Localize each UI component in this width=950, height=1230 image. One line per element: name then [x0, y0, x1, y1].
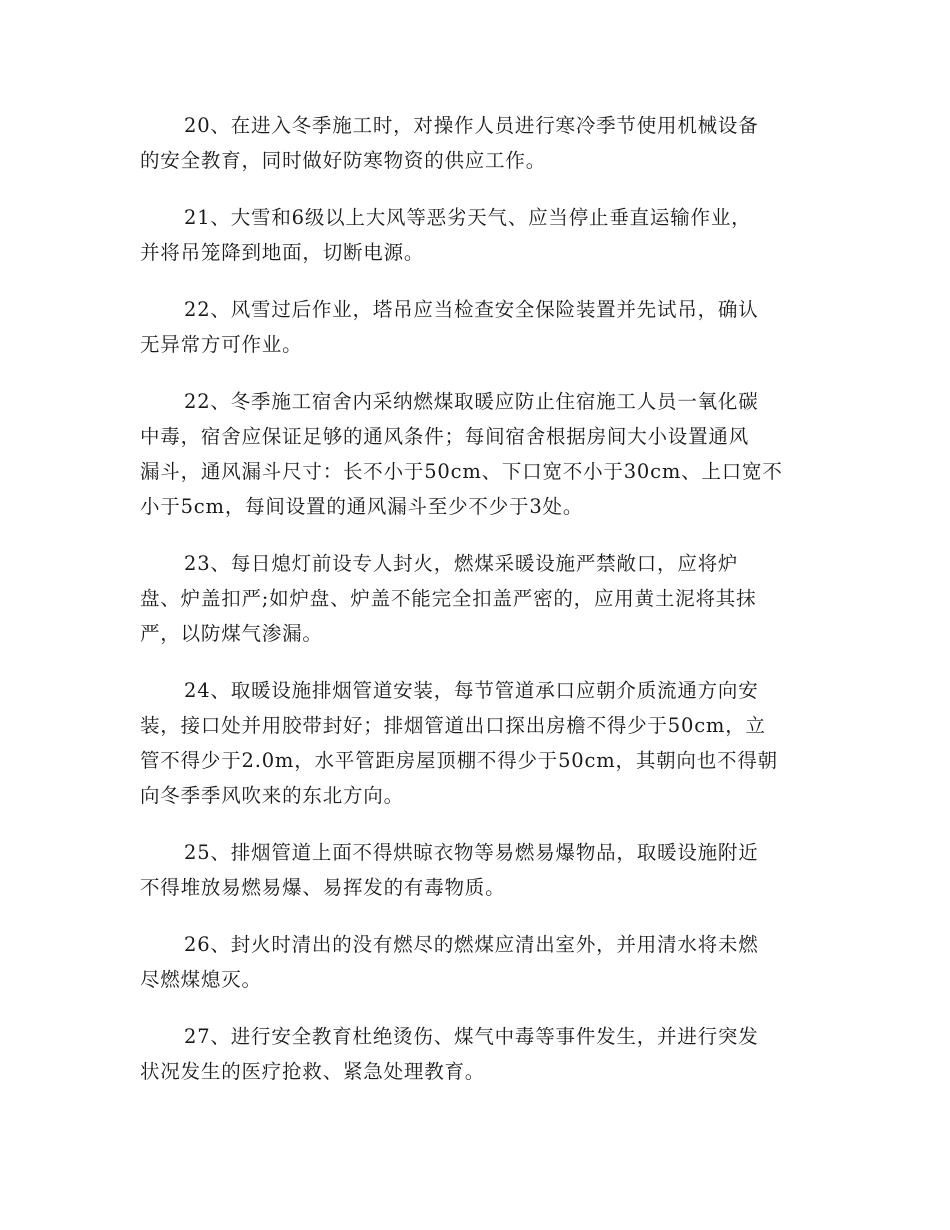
- paragraph-line: 漏斗，通风漏斗尺寸：长不小于50cm、下口宽不小于30cm、上口宽不: [140, 460, 783, 483]
- paragraph-line: 21、大雪和6级以上大风等恶劣天气、应当停止垂直运输作业，: [184, 206, 752, 229]
- paragraph-line: 中毒，宿舍应保证足够的通风条件；每间宿舍根据房间大小设置通风: [140, 425, 750, 448]
- paragraph-line: 小于5cm，每间设置的通风漏斗至少不少于3处。: [140, 495, 584, 518]
- paragraph-line: 20、在进入冬季施工时，对操作人员进行寒冷季节使用机械设备: [184, 114, 759, 137]
- paragraph-item-27: [140, 1019, 808, 1089]
- paragraph-item-20: [140, 108, 808, 178]
- paragraph-line: 严，以防煤气渗漏。: [140, 622, 323, 645]
- paragraph-line: 装，接口处并用胶带封好；排烟管道出口探出房檐不得少于50cm，立: [140, 714, 766, 737]
- paragraph-item-22b: [140, 384, 808, 524]
- document-body: [140, 108, 808, 1111]
- paragraph-line: 22、风雪过后作业，塔吊应当检查安全保险装置并先试吊，确认: [184, 298, 759, 321]
- paragraph-line: 管不得少于2.0m，水平管距房屋顶棚不得少于50cm，其朝向也不得朝: [140, 749, 778, 772]
- paragraph-line: 尽燃煤熄灭。: [140, 968, 262, 991]
- paragraph-item-24: [140, 673, 808, 813]
- paragraph-line: 27、进行安全教育杜绝烫伤、煤气中毒等事件发生，并进行突发: [184, 1025, 759, 1048]
- paragraph-line: 25、排烟管道上面不得烘晾衣物等易燃易爆物品，取暖设施附近: [184, 841, 759, 864]
- paragraph-line: 盘、炉盖扣严;如炉盘、炉盖不能完全扣盖严密的，应用黄土泥将其抹: [140, 587, 757, 610]
- paragraph-line: 状况发生的医疗抢救、紧急处理教育。: [140, 1060, 486, 1083]
- paragraph-line: 23、每日熄灯前设专人封火，燃煤采暖设施严禁敞口，应将炉: [184, 552, 739, 575]
- paragraph-line: 无异常方可作业。: [140, 333, 303, 356]
- paragraph-line: 不得堆放易燃易爆、易挥发的有毒物质。: [140, 876, 506, 899]
- paragraph-line: 并将吊笼降到地面，切断电源。: [140, 241, 425, 264]
- paragraph-item-26: [140, 927, 808, 997]
- paragraph-item-22a: [140, 292, 808, 362]
- paragraph-item-25: [140, 835, 808, 905]
- paragraph-item-21: [140, 200, 808, 270]
- paragraph-line: 的安全教育，同时做好防寒物资的供应工作。: [140, 149, 547, 172]
- paragraph-item-23: [140, 546, 808, 651]
- paragraph-line: 26、封火时清出的没有燃尽的燃煤应清出室外，并用清水将未燃: [184, 933, 759, 956]
- paragraph-line: 向冬季季风吹来的东北方向。: [140, 784, 404, 807]
- paragraph-line: 24、取暖设施排烟管道安装，每节管道承口应朝介质流通方向安: [184, 679, 759, 702]
- paragraph-line: 22、冬季施工宿舍内采纳燃煤取暖应防止住宿施工人员一氧化碳: [184, 390, 759, 413]
